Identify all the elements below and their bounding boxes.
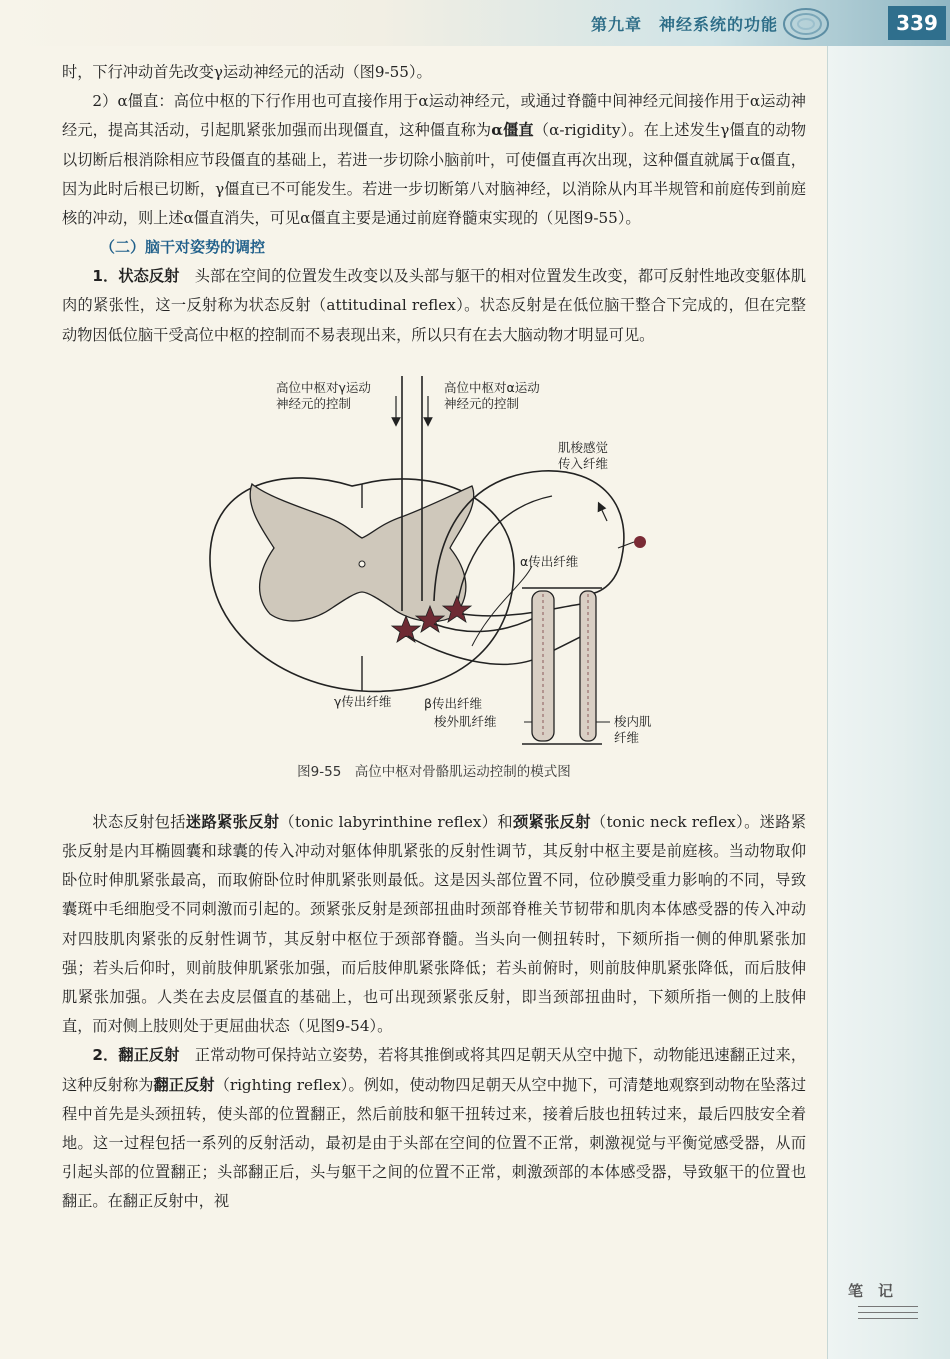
term: 迷路紧张反射 — [185, 812, 280, 831]
label-intrafusal: 梭内肌 纤维 — [614, 713, 652, 745]
paragraph: 时，下行冲动首先改变γ运动神经元的活动（图9-55）。 — [62, 63, 432, 81]
label-extrafusal: 梭外肌纤维 — [434, 713, 497, 729]
label-alpha-control: 高位中枢对α运动 神经元的控制 — [444, 379, 540, 411]
term: 翻正反射 — [153, 1075, 215, 1094]
subheading: 1．状态反射 — [92, 267, 180, 286]
notes-title: 笔 记 — [848, 1282, 894, 1300]
text-run: （α-rigidity）。在上述发生γ僵直的动物以切断后根消除相应节段僵直的基础上，若进一步切除小脑前叶，可使僵直再次出现，这种僵直就属于α僵直，因为此时后根已切断，γ僵直已不可能发生。若进一步切断第八对脑神经，以消除从内耳半规管和前庭传到前庭核的冲动，则上述α僵直消失，可见α僵直主要是通过前庭脊髓束实现的（见图9-55）。 — [62, 121, 807, 228]
page-number: 339 — [888, 6, 946, 40]
text-run: 头部在空间的位置发生改变以及头部与躯干的相对位置发生改变，都可反射性地改变躯体肌肉的紧张性，这一反射称为状态反射（attitudinal reflex）。状态反射是在低位脑干整合下完成的，但在完整动物因低位脑干受高位中枢的控制而不易表现出来，所以只有在去大脑动物才明显可见。 — [62, 267, 807, 344]
section-heading: （二）脑干对姿势的调控 — [100, 238, 266, 257]
text-run: （righting reflex）。例如，使动物四足朝天从空中抛下，可清楚地观察到动物在坠落过程中首先是头颈扭转，使头部的位置翻正，然后前肢和躯干扭转过来，接着后肢也扭转过来，最后四肢安全着地。这一过程包括一系列的反射活动，最初是由于头部在空间的位置不正常，刺激视觉与平衡觉感受器，从而引起头部的位置翻正；头部翻正后，头与躯干之间的位置不正常，刺激颈部的本体感受器，导致躯干的位置也翻正。在翻正反射中，视 — [62, 1075, 807, 1211]
notes-line — [858, 1306, 918, 1307]
text-run: 状态反射包括 — [92, 812, 186, 831]
figure-caption: 图9-55 高位中枢对骨骼肌运动控制的模式图 — [297, 763, 571, 780]
text-run: （tonic labyrinthine reflex）和 — [279, 812, 513, 831]
paragraph — [62, 808, 806, 1042]
chapter-title: 第九章 神经系统的功能 — [590, 15, 778, 34]
term: α僵直 — [491, 121, 534, 140]
paragraph — [62, 87, 806, 233]
term: 颈紧张反射 — [512, 812, 591, 831]
text-run: 正常动物可保持站立姿势，若将其推倒或将其四足朝天从空中抛下，动物能迅速翻正过来，这种反射称为 — [62, 1046, 807, 1094]
spiral-logo-icon — [780, 2, 832, 44]
paragraph — [62, 262, 806, 350]
label-gamma-efferent: γ传出纤维 — [334, 693, 392, 709]
label-afferent: 肌梭感觉 传入纤维 — [558, 439, 609, 471]
text-run: 2）α僵直：高位中枢的下行作用也可直接作用于α运动神经元，或通过脊髓中间神经元间接作用于α运动神经元，提高其活动，引起肌紧张加强而出现僵直，这种僵直称为 — [62, 92, 806, 140]
body-text — [62, 58, 806, 1217]
figure-9-55 — [62, 356, 806, 808]
paragraph — [62, 1041, 806, 1216]
label-alpha-efferent: α传出纤维 — [520, 553, 579, 569]
notes-line — [858, 1312, 918, 1313]
notes-box — [848, 1280, 938, 1350]
label-beta-efferent: β传出纤维 — [424, 695, 482, 711]
text-run: （tonic neck reflex）。迷路紧张反射是内耳椭圆囊和球囊的传入冲动对躯体伸肌紧张的反射性调节，其反射中枢主要是前庭核。当动物取仰卧位时伸肌紧张最高，而取俯卧位时伸肌紧张则最低。这是因头部位置不同，位砂膜受重力影响的不同，导致囊斑中毛细胞受不同刺激而引起的。颈紧张反射是颈部扭曲时颈部脊椎关节韧带和肌肉本体感受器的传入冲动对四肢肌肉紧张的反射性调节，其反射中枢位于颈部脊髓。当头向一侧扭转时，下颏所指一侧的伸肌紧张加强；若头后仰时，则前肢伸肌紧张加强，而后肢伸肌紧张降低；若头前俯时，则前肢伸肌紧张降低，而后肢伸肌紧张加强。人类在去皮层僵直的基础上，也可出现颈紧张反射，即当颈部扭曲时，下颏所指一侧的上肢伸直，而对侧上肢则处于更屈曲状态（见图9-54）。 — [62, 812, 807, 1036]
subheading: 2．翻正反射 — [92, 1046, 180, 1065]
label-gamma-control: 高位中枢对γ运动 神经元的控制 — [276, 379, 371, 411]
margin-strip — [827, 0, 950, 1359]
notes-line — [858, 1318, 918, 1319]
